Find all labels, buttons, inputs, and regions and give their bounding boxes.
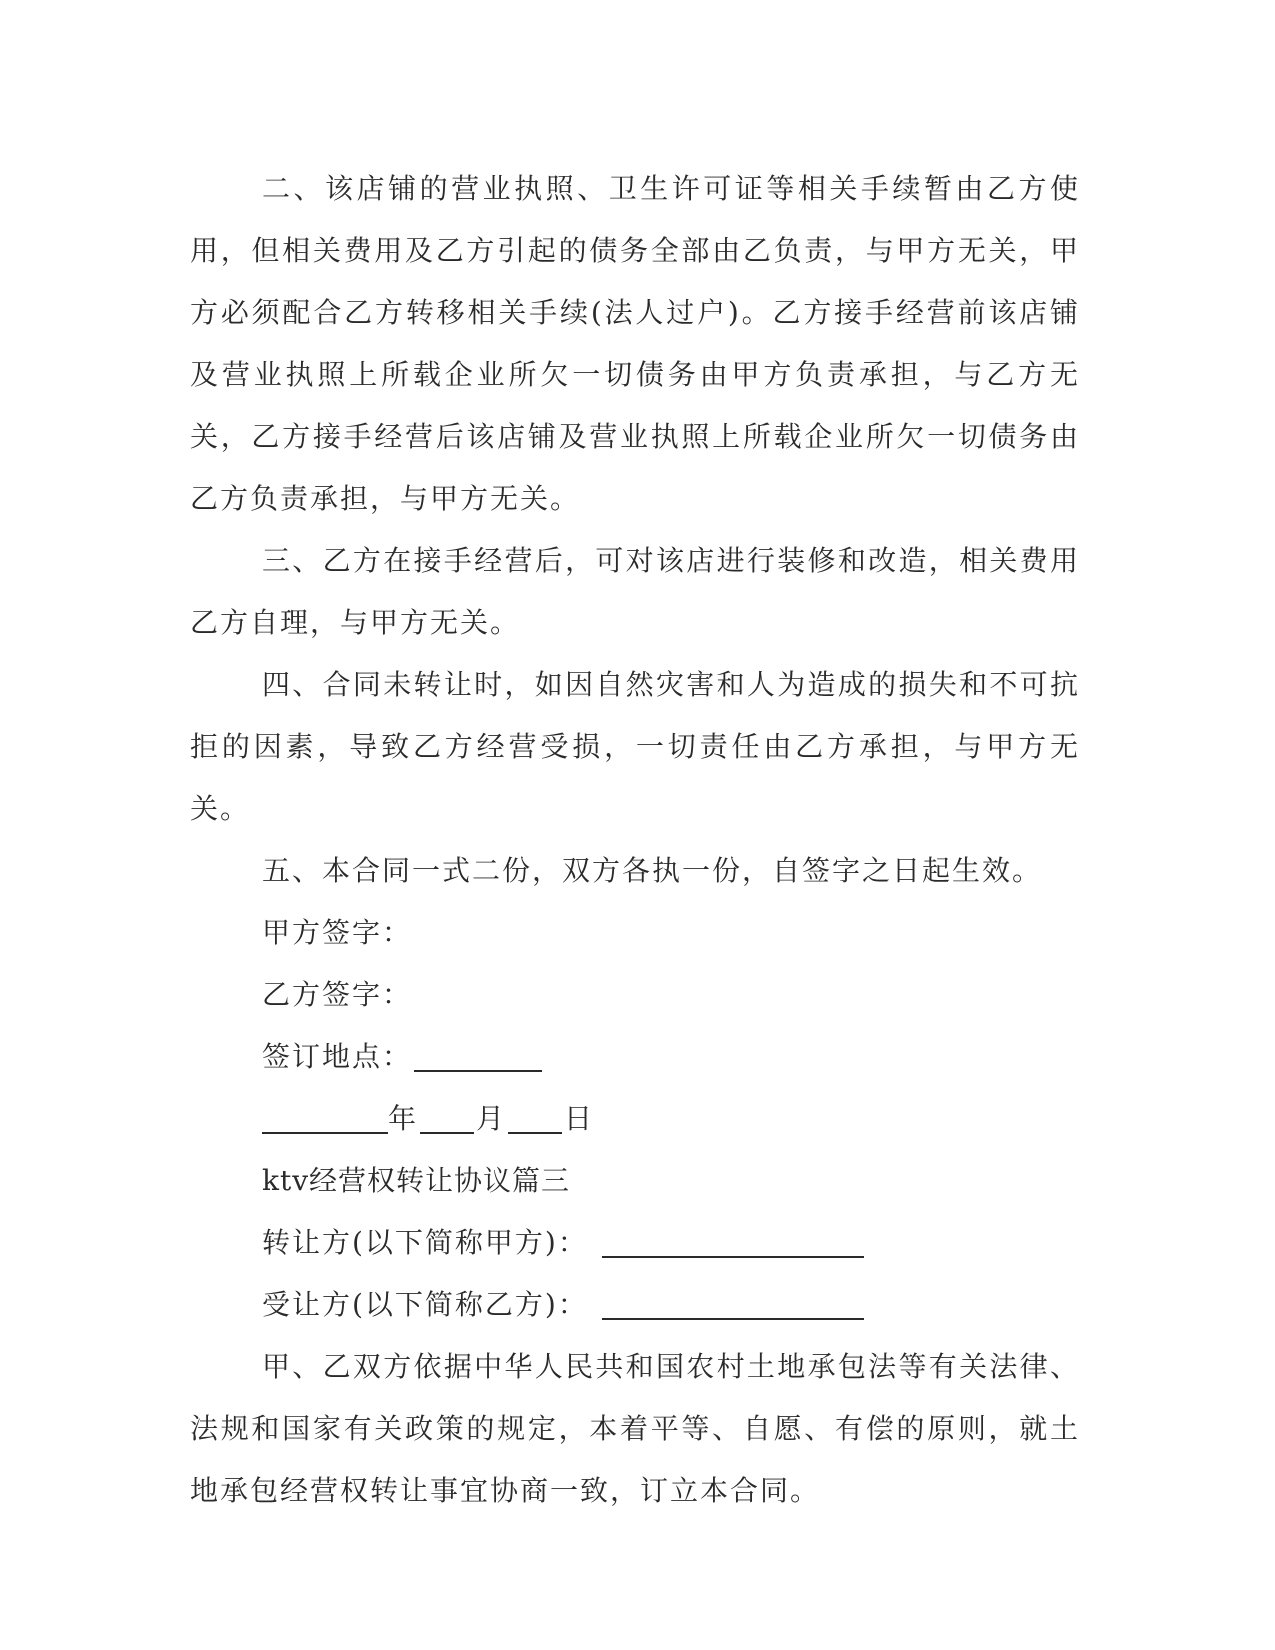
document-body: [190, 158, 1080, 1522]
signature-b-label: 乙方签字：: [262, 978, 413, 1011]
month-blank: [420, 1092, 474, 1134]
transferee-label: 受让方(以下简称乙方)：: [262, 1288, 588, 1321]
clause-3: 三、乙方在接手经营后，可对该店进行装修和改造，相关费用乙方自理，与甲方无关。: [190, 544, 1080, 639]
transferor-line: [190, 1212, 1080, 1274]
signing-place-blank: [414, 1030, 542, 1072]
clause-2: 二、该店铺的营业执照、卫生许可证等相关手续暂由乙方使用，但相关费用及乙方引起的债务全部由乙负责，与甲方无关，甲方必须配合乙方转移相关手续(法人过户)。乙方接手经营前该店铺及营业执照上所载企业所欠一切债务由甲方负责承担，与乙方无关，乙方接手经营后该店铺及营业执照上所载企业所欠一切债务由乙方负责承担，与甲方无关。: [190, 172, 1080, 515]
day-label: 日: [564, 1102, 595, 1135]
year-blank: [262, 1092, 388, 1134]
section-heading: ktv经营权转让协议篇三: [262, 1164, 571, 1197]
transferor-blank: [602, 1216, 864, 1258]
transferee-blank: [602, 1278, 864, 1320]
year-label: 年: [388, 1102, 419, 1135]
day-blank: [508, 1092, 562, 1134]
month-label: 月: [476, 1102, 507, 1135]
signing-place-label: 签订地点：: [262, 1040, 413, 1073]
signing-date-line: [190, 1088, 1080, 1150]
signature-b-line: [190, 964, 1080, 1026]
signing-place-line: [190, 1026, 1080, 1088]
preamble: 甲、乙双方依据中华人民共和国农村土地承包法等有关法律、法规和国家有关政策的规定，本着平等、自愿、有偿的原则，就土地承包经营权转让事宜协商一致，订立本合同。: [190, 1350, 1080, 1507]
clause-4: 四、合同未转让时，如因自然灾害和人为造成的损失和不可抗拒的因素，导致乙方经营受损，一切责任由乙方承担，与甲方无关。: [190, 668, 1080, 825]
signature-a-line: [190, 902, 1080, 964]
signature-a-label: 甲方签字：: [262, 916, 413, 949]
transferor-label: 转让方(以下简称甲方)：: [262, 1226, 588, 1259]
clause-5: 五、本合同一式二份，双方各执一份，自签字之日起生效。: [262, 854, 1043, 887]
transferee-line: [190, 1274, 1080, 1336]
